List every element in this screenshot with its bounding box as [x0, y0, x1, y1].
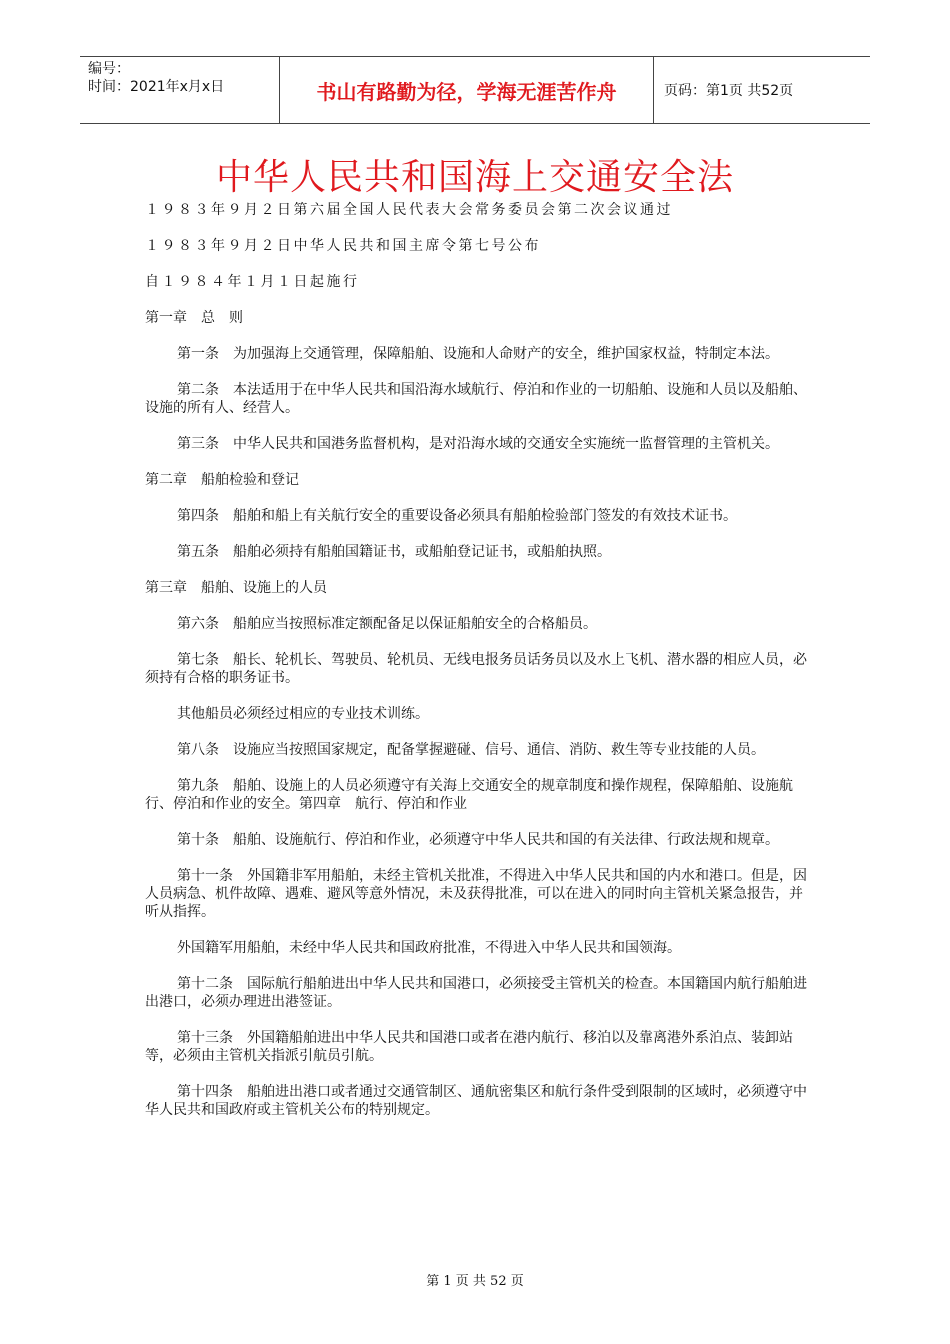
paragraph: 第四条 船舶和船上有关航行安全的重要设备必须具有船舶检验部门签发的有效技术证书。 — [177, 508, 737, 524]
paragraph: 第八条 设施应当按照国家规定，配备掌握避碰、信号、通信、消防、救生等专业技能的人员。 — [177, 742, 765, 758]
header-motto: 书山有路勤为径，学海无涯苦作舟 — [280, 57, 654, 123]
paragraph: 其他船员必须经过相应的专业技术训练。 — [177, 706, 429, 722]
paragraph: 自１９８４年１月１日起施行 — [145, 274, 360, 290]
paragraph: １９８３年９月２日中华人民共和国主席令第七号公布 — [145, 238, 541, 254]
paragraph: 第七条 船长、轮机长、驾驶员、轮机员、无线电报务员话务员以及水上飞机、潜水器的相应人员，必须持有合格的职务证书。 — [145, 652, 807, 686]
document-number-label: 编号： — [88, 61, 130, 77]
header-page-info: 页码：第1页 共52页 — [664, 83, 794, 99]
paragraph: 第十二条 国际航行船舶进出中华人民共和国港口，必须接受主管机关的检查。本国籍国内航行船舶进出港口，必须办理进出港签证。 — [145, 976, 807, 1010]
document-body — [145, 201, 809, 1137]
chapter-heading: 第一章 总 则 — [145, 310, 243, 326]
chapter-heading: 第三章 船舶、设施上的人员 — [145, 580, 327, 596]
header-meta — [80, 57, 280, 123]
chapter-heading: 第二章 船舶检验和登记 — [145, 472, 299, 488]
paragraph: 第一条 为加强海上交通管理，保障船舶、设施和人命财产的安全，维护国家权益，特制定本法。 — [177, 346, 779, 362]
paragraph: 第十四条 船舶进出港口或者通过交通管制区、通航密集区和航行条件受到限制的区域时，必须遵守中华人民共和国政府或主管机关公布的特别规定。 — [145, 1084, 807, 1118]
paragraph: 第九条 船舶、设施上的人员必须遵守有关海上交通安全的规章制度和操作规程，保障船舶、设施航行、停泊和作业的安全。第四章 航行、停泊和作业 — [145, 778, 793, 812]
paragraph: 第五条 船舶必须持有船舶国籍证书，或船舶登记证书，或船舶执照。 — [177, 544, 611, 560]
paragraph: 第十一条 外国籍非军用船舶，未经主管机关批准，不得进入中华人民共和国的内水和港口。但是，因人员病急、机件故障、遇难、避风等意外情况，未及获得批准，可以在进入的同时向主管机关紧急报告，并听从指挥。 — [145, 868, 807, 920]
paragraph: 第十三条 外国籍船舶进出中华人民共和国港口或者在港内航行、移泊以及靠离港外系泊点、装卸站等，必须由主管机关指派引航员引航。 — [145, 1030, 793, 1064]
paragraph: 外国籍军用船舶，未经中华人民共和国政府批准，不得进入中华人民共和国领海。 — [177, 940, 681, 956]
paragraph: １９８３年９月２日第六届全国人民代表大会常务委员会第二次会议通过 — [145, 202, 673, 218]
document-title: 中华人民共和国海上交通安全法 — [215, 157, 734, 198]
document-time-label: 时间：2021年x月x日 — [88, 79, 225, 95]
page-footer: 第 1 页 共 52 页 — [426, 1274, 524, 1289]
paragraph: 第三条 中华人民共和国港务监督机构，是对沿海水域的交通安全实施统一监督管理的主管机关。 — [177, 436, 779, 452]
paragraph: 第二条 本法适用于在中华人民共和国沿海水域航行、停泊和作业的一切船舶、设施和人员以及船舶、设施的所有人、经营人。 — [145, 382, 807, 416]
paragraph: 第六条 船舶应当按照标准定额配备足以保证船舶安全的合格船员。 — [177, 616, 597, 632]
page-header — [80, 56, 870, 124]
paragraph: 第十条 船舶、设施航行、停泊和作业，必须遵守中华人民共和国的有关法律、行政法规和规章。 — [177, 832, 779, 848]
